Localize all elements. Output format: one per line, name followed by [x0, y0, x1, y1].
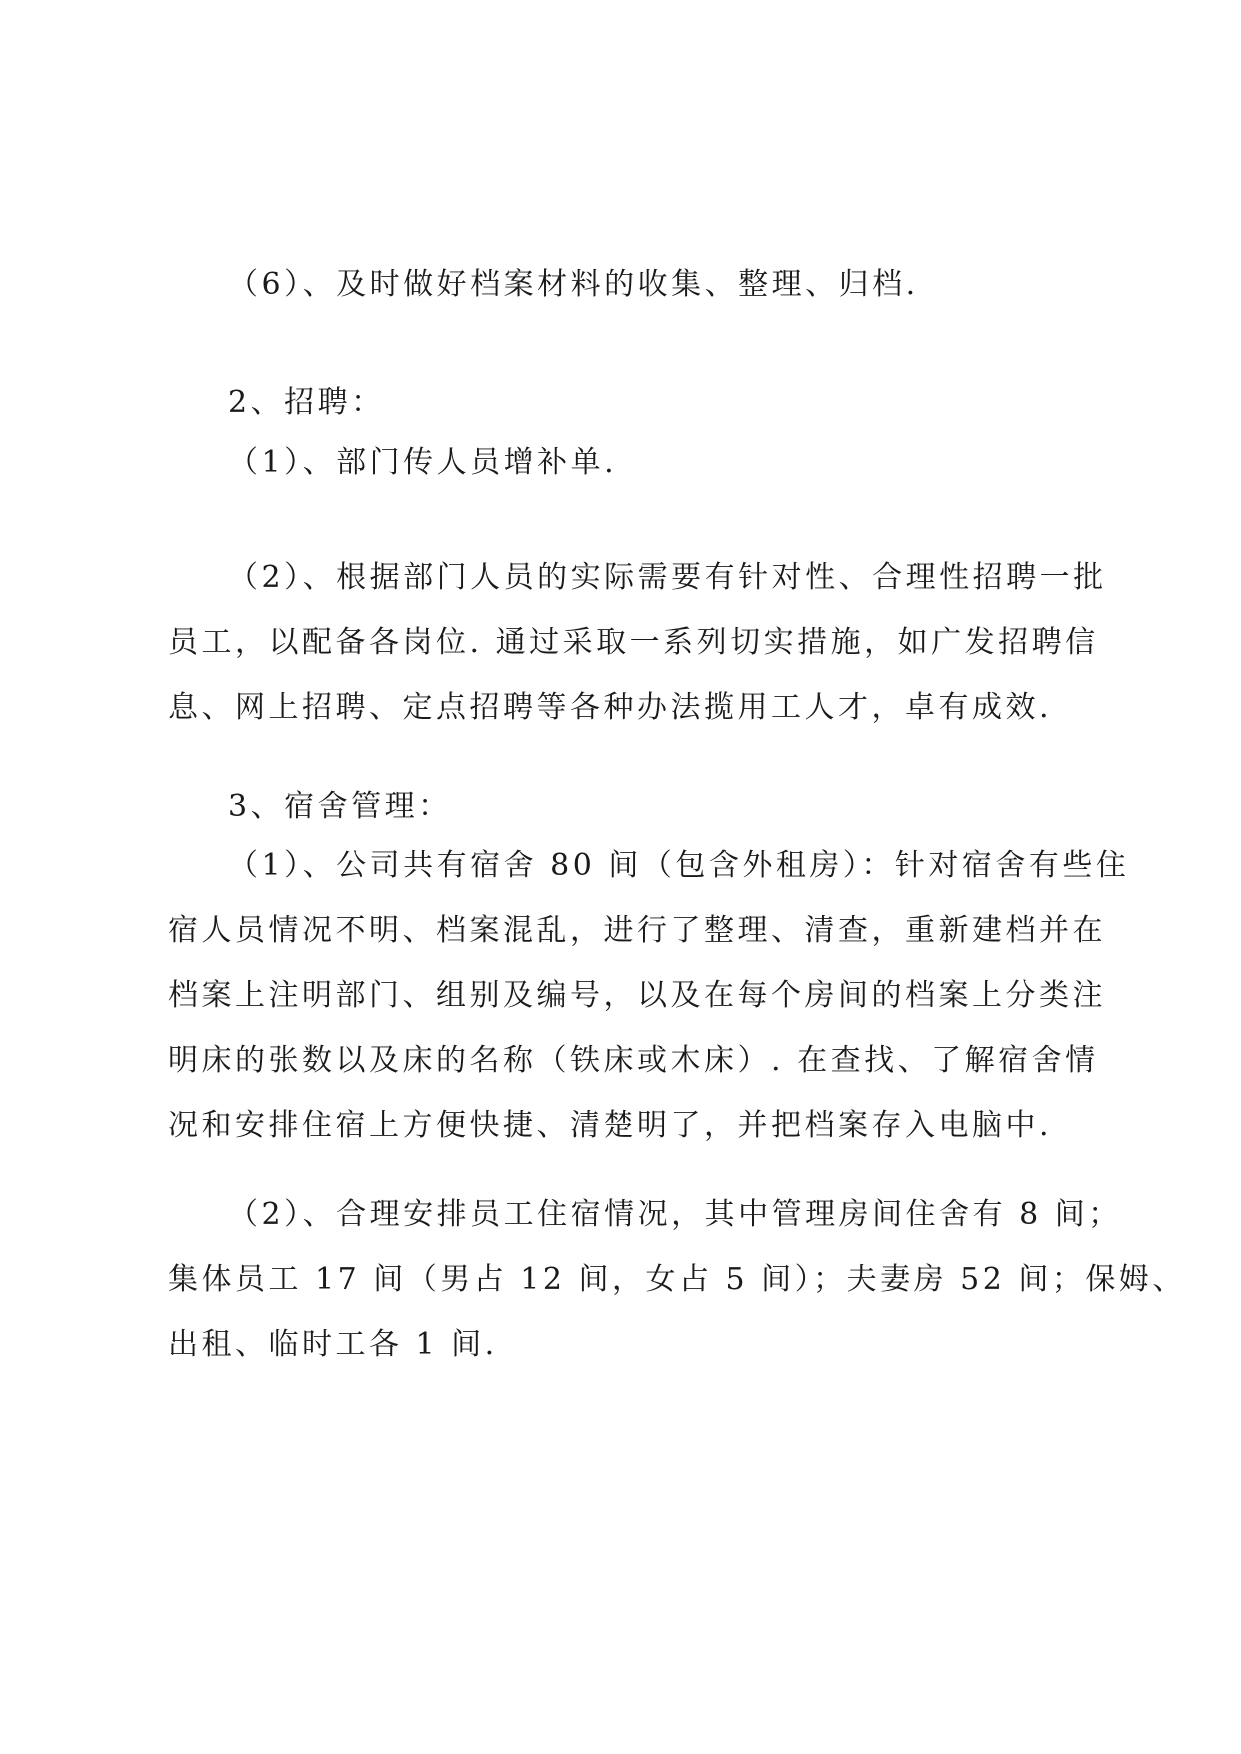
paragraph-line: 明床的张数以及床的名称（铁床或木床）. 在查找、了解宿舍情: [168, 1043, 1099, 1078]
paragraph-2-dormitory: [168, 1182, 1186, 1377]
paragraph-line: 2、招聘：: [228, 385, 385, 420]
section-heading-dormitory: [168, 774, 1098, 839]
section-heading-recruitment: [168, 370, 1098, 435]
paragraph-line: 员工，以配备各岗位. 通过采取一系列切实措施，如广发招聘信: [168, 625, 1099, 660]
paragraph-6-archive: [168, 252, 1098, 317]
paragraph-line: （2）、合理安排员工住宿情况，其中管理房间住舍有 8 间；: [228, 1197, 1122, 1232]
paragraph-2-recruitment: [168, 545, 1107, 740]
paragraph-1-dormitory: [168, 833, 1130, 1158]
paragraph-line: （1）、部门传人员增补单.: [228, 445, 618, 480]
paragraph-line: （1）、公司共有宿舍 80 间（包含外租房）：针对宿舍有些住: [228, 848, 1130, 883]
paragraph-line: 宿人员情况不明、档案混乱，进行了整理、清查，重新建档并在: [168, 913, 1106, 948]
paragraph-line: 息、网上招聘、定点招聘等各种办法揽用工人才，卓有成效.: [168, 690, 1053, 725]
paragraph-line: 集体员工 17 间（男占 12 间，女占 5 间）；夫妻房 52 间；保姆、: [168, 1262, 1186, 1297]
paragraph-1-recruitment: [168, 430, 1098, 495]
paragraph-line: 档案上注明部门、组别及编号，以及在每个房间的档案上分类注: [168, 978, 1106, 1013]
paragraph-line: 3、宿舍管理：: [228, 789, 452, 824]
paragraph-line: 出租、临时工各 1 间.: [168, 1327, 498, 1362]
paragraph-line: （2）、根据部门人员的实际需要有针对性、合理性招聘一批: [228, 560, 1107, 595]
paragraph-line: （6）、及时做好档案材料的收集、整理、归档.: [228, 267, 919, 302]
paragraph-line: 况和安排住宿上方便快捷、清楚明了，并把档案存入电脑中.: [168, 1108, 1053, 1143]
